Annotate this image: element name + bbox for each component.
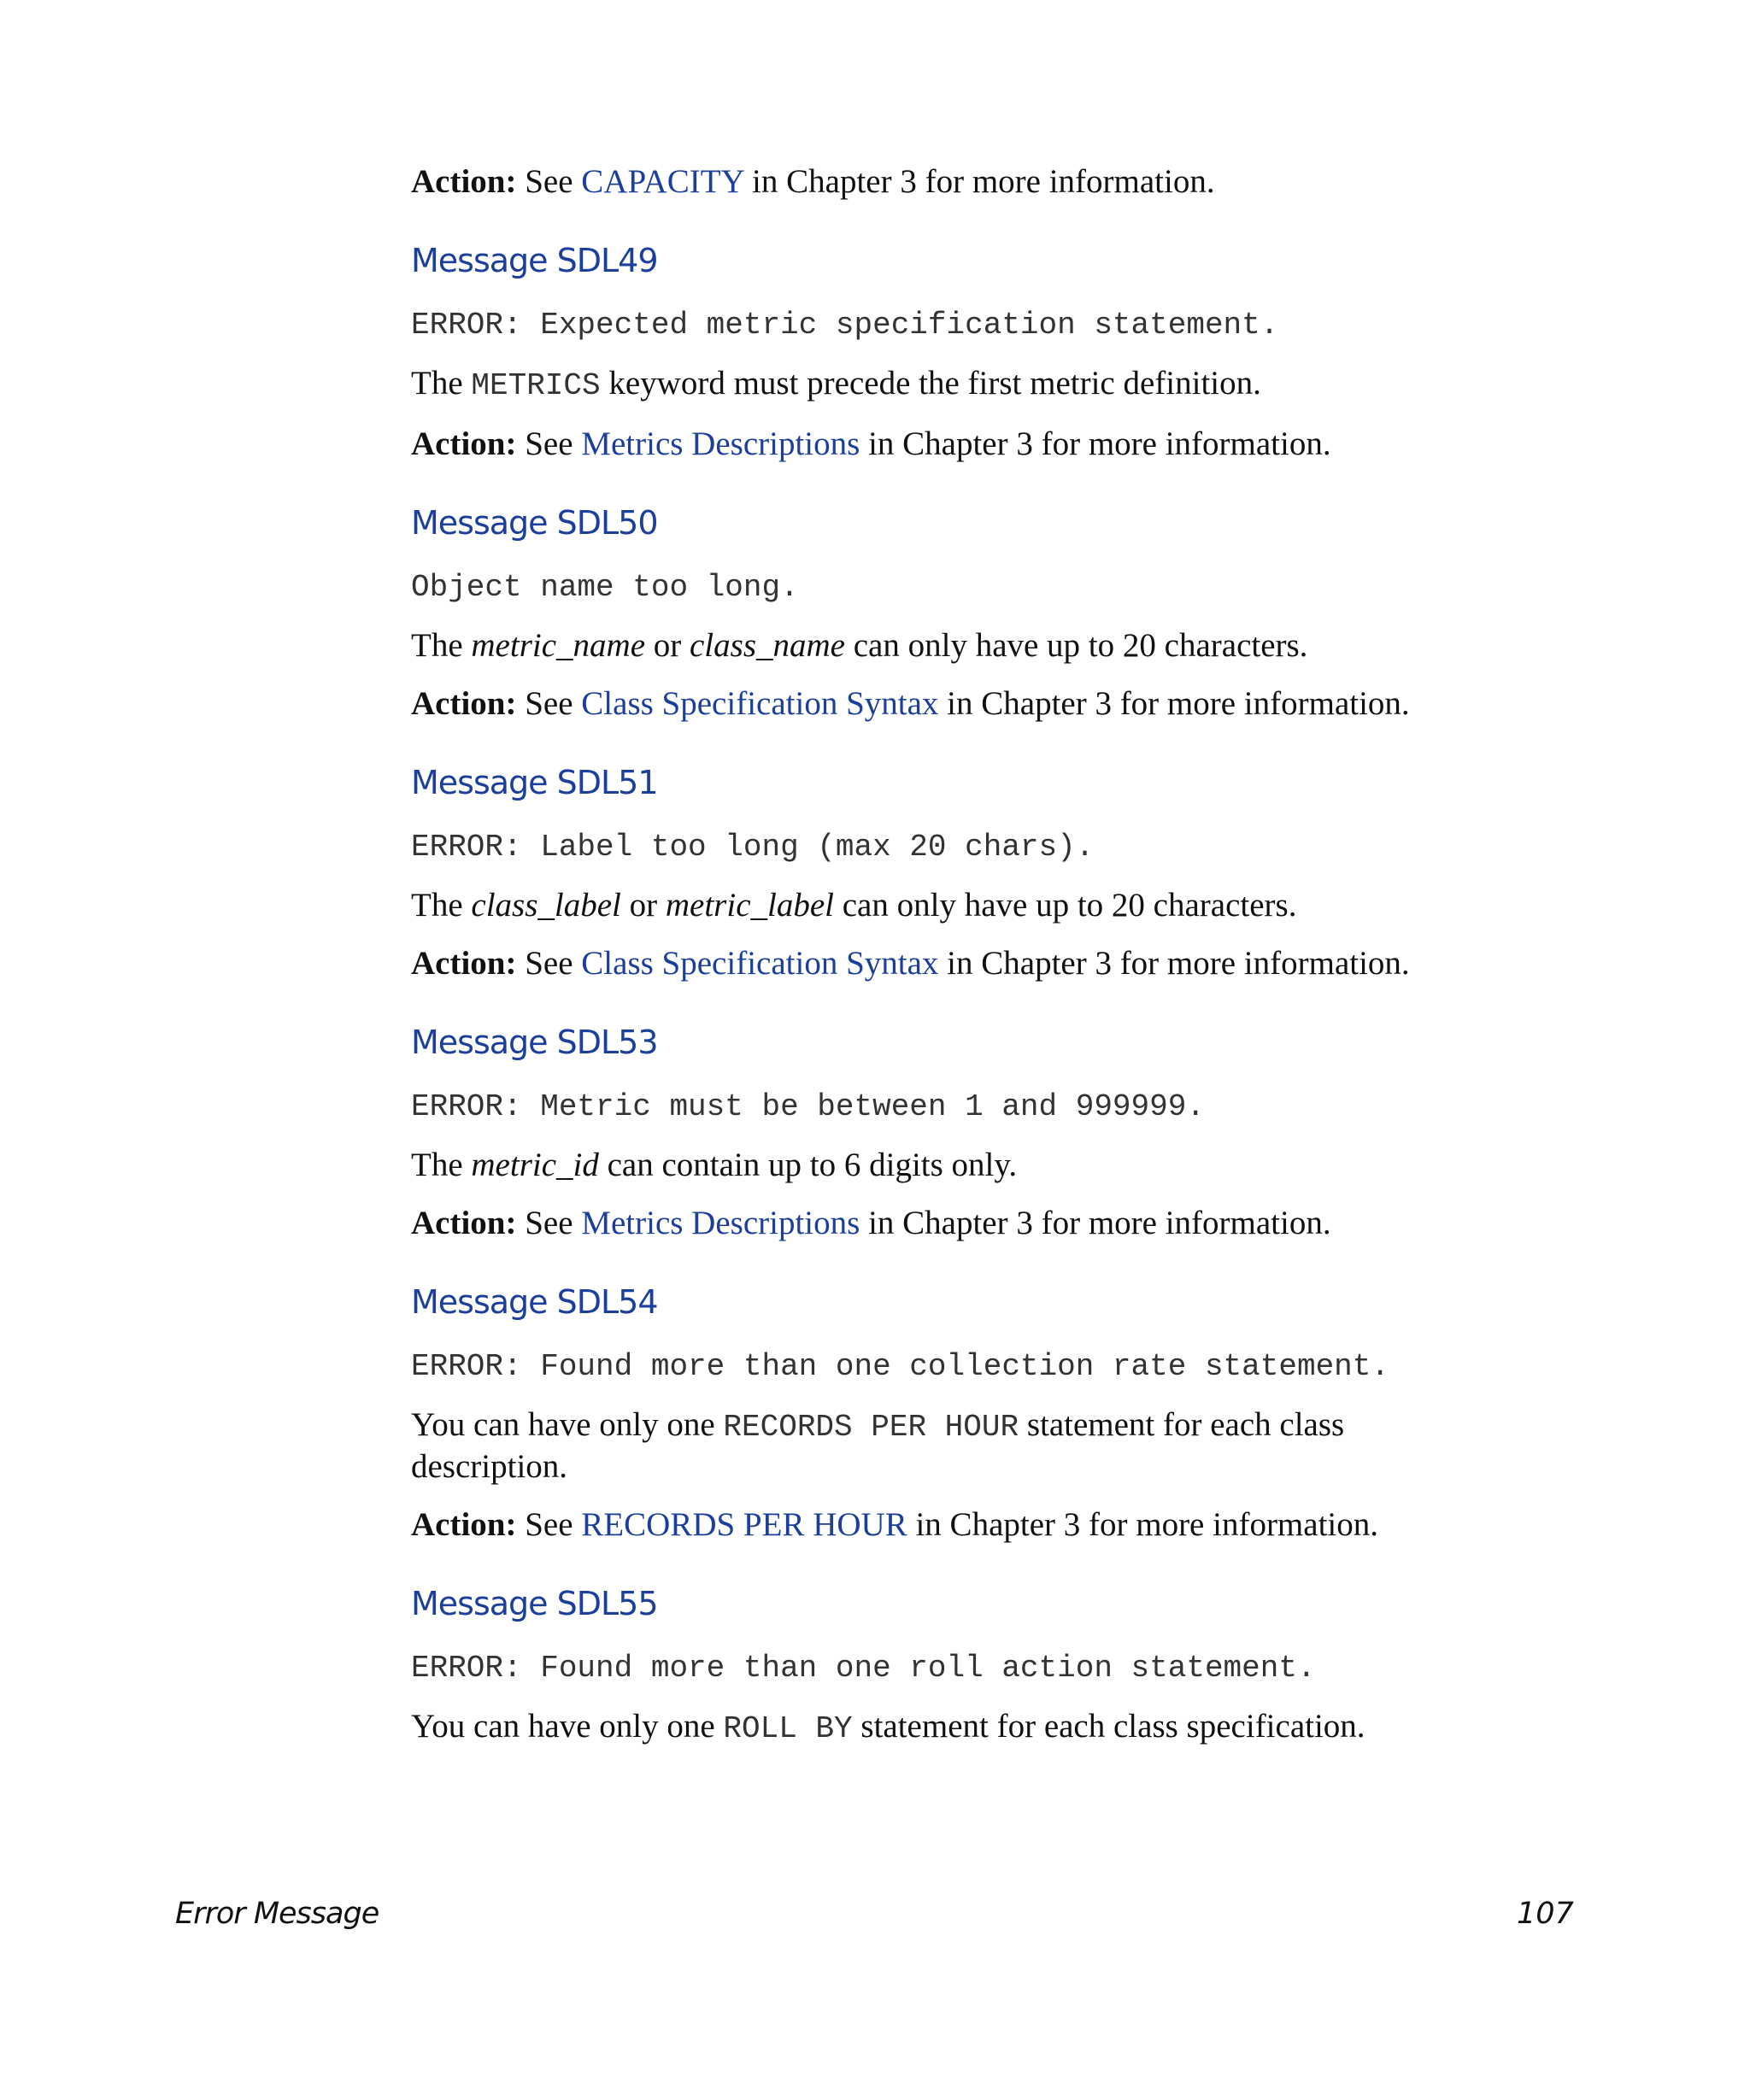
action-label: Action: <box>411 163 517 200</box>
description-text: The <box>411 887 472 924</box>
action-label: Action: <box>411 1506 517 1543</box>
page-content <box>411 162 1573 1768</box>
description-text: keyword must precede the first metric definition. <box>600 365 1261 402</box>
error-message-code: ERROR: Label too long (max 20 chars). <box>411 830 1095 865</box>
cross-reference-link[interactable]: Class Specification Syntax <box>581 945 939 982</box>
description-text: You can have only one <box>411 1406 724 1443</box>
action-post: in Chapter 3 for more information. <box>868 1205 1331 1241</box>
page-number: 107 <box>1517 1897 1574 1931</box>
action-label: Action: <box>411 685 517 722</box>
keyword-code: RECORDS PER HOUR <box>723 1410 1019 1445</box>
description-text: The <box>411 627 472 664</box>
description-text: or <box>645 627 690 664</box>
message-sections <box>411 241 1573 1749</box>
description-text: description. <box>411 1448 568 1485</box>
cross-reference-link[interactable]: Class Specification Syntax <box>581 685 939 722</box>
message-description <box>411 1707 1573 1749</box>
cross-reference-link[interactable]: RECORDS PER HOUR <box>581 1506 907 1543</box>
action-label: Action: <box>411 1205 517 1241</box>
keyword-code: ROLL BY <box>723 1711 853 1746</box>
parameter-name: class_name <box>690 627 845 664</box>
action-pre: See <box>525 685 573 722</box>
message-description <box>411 1405 1573 1487</box>
parameter-name: metric_name <box>471 627 645 664</box>
message-heading: Message SDL53 <box>411 1024 658 1061</box>
action-line <box>411 1505 1573 1545</box>
error-message-code: ERROR: Found more than one roll action statement. <box>411 1651 1316 1686</box>
description-text: can contain up to 6 digits only. <box>598 1147 1018 1183</box>
action-post: in Chapter 3 for more information. <box>868 425 1331 462</box>
message-heading: Message SDL54 <box>411 1283 658 1321</box>
message-heading: Message SDL51 <box>411 764 658 801</box>
description-text: can only have up to 20 characters. <box>844 627 1308 664</box>
message-description <box>411 626 1573 666</box>
action-pre: See <box>525 1205 573 1241</box>
action-label: Action: <box>411 425 517 462</box>
action-line <box>411 684 1573 724</box>
parameter-name: metric_label <box>665 887 834 924</box>
parameter-name: metric_id <box>471 1147 599 1183</box>
message-description <box>411 1146 1573 1185</box>
action-pre: See <box>525 1506 573 1543</box>
cross-reference-link[interactable]: Metrics Descriptions <box>581 1205 860 1241</box>
cross-reference-link[interactable]: CAPACITY <box>581 163 744 200</box>
message-heading: Message SDL50 <box>411 504 658 542</box>
parameter-name: class_label <box>471 887 621 924</box>
description-text: statement for each class specification. <box>852 1708 1365 1745</box>
description-text: The <box>411 365 472 402</box>
message-heading: Message SDL49 <box>411 242 658 279</box>
footer-section-title: Error Message <box>175 1897 379 1931</box>
description-text: You can have only one <box>411 1708 724 1745</box>
action-pre: See <box>525 945 573 982</box>
message-heading: Message SDL55 <box>411 1585 658 1622</box>
action-line <box>411 425 1573 464</box>
action-line <box>411 162 1573 202</box>
error-message-code: Object name too long. <box>411 570 799 605</box>
description-text: or <box>620 887 666 924</box>
action-post: in Chapter 3 for more information. <box>915 1506 1378 1543</box>
action-post: in Chapter 3 for more information. <box>947 685 1410 722</box>
action-pre: See <box>525 163 573 200</box>
description-text: The <box>411 1147 472 1183</box>
action-post: in Chapter 3 for more information. <box>752 163 1215 200</box>
action-post: in Chapter 3 for more information. <box>947 945 1410 982</box>
error-message-code: ERROR: Metric must be between 1 and 999999. <box>411 1089 1205 1124</box>
action-pre: See <box>525 425 573 462</box>
description-text: can only have up to 20 characters. <box>834 887 1297 924</box>
description-text: statement for each class <box>1019 1406 1345 1443</box>
action-label: Action: <box>411 945 517 982</box>
message-description <box>411 886 1573 925</box>
error-message-code: ERROR: Found more than one collection rate statement. <box>411 1349 1389 1384</box>
message-description <box>411 364 1573 406</box>
cross-reference-link[interactable]: Metrics Descriptions <box>581 425 860 462</box>
action-line <box>411 944 1573 983</box>
action-line <box>411 1204 1573 1243</box>
keyword-code: METRICS <box>471 368 601 403</box>
error-message-code: ERROR: Expected metric specification statement. <box>411 308 1279 343</box>
